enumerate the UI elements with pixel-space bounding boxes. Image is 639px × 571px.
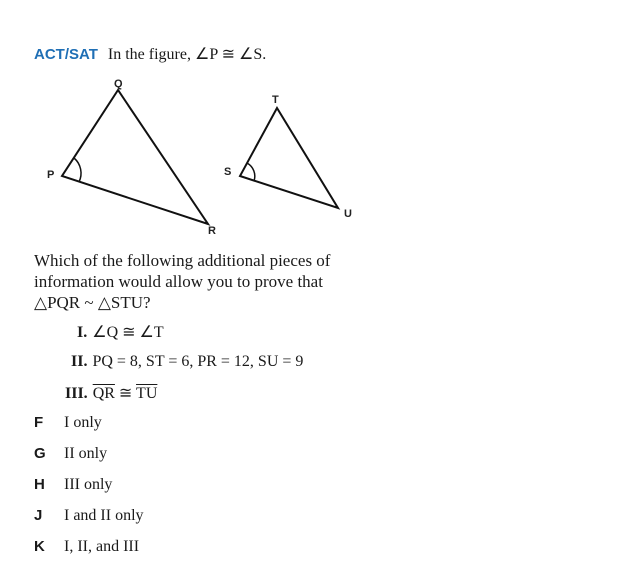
question-text	[34, 250, 374, 313]
statement-number: I.	[77, 324, 88, 341]
triangle-pqr	[47, 78, 216, 237]
problem-header	[34, 44, 266, 64]
choice-k[interactable]	[34, 538, 139, 556]
vertex-r-label: R	[208, 225, 216, 237]
statement-text: PQ = 8, ST = 6, PR = 12, SU = 9	[92, 353, 304, 370]
statement-i	[77, 322, 164, 342]
statement-iii	[65, 383, 157, 403]
segment-tu: $\overline{TU}$	[136, 385, 158, 402]
congruent-symbol: ≅	[114, 385, 137, 402]
choice-j[interactable]	[34, 507, 144, 525]
statement-number: III.	[65, 385, 88, 402]
choice-f[interactable]	[34, 414, 102, 432]
vertex-q-label: Q	[114, 78, 123, 90]
choice-letter: J	[34, 507, 43, 524]
statement-number: II.	[71, 353, 88, 370]
triangles-figure	[40, 78, 370, 238]
choice-g[interactable]	[34, 445, 107, 463]
choice-letter: G	[34, 445, 46, 462]
vertex-u-label: U	[344, 208, 352, 220]
segment-qr: $\overline{QR}$	[92, 385, 115, 402]
problem-prompt: In the figure, ∠P ≅ ∠S.	[107, 46, 267, 63]
act-sat-tag: ACT/SAT	[34, 46, 98, 63]
choice-letter: H	[34, 476, 45, 493]
choice-text: I only	[64, 414, 102, 431]
choice-letter: K	[34, 538, 45, 555]
vertex-s-label: S	[224, 166, 232, 178]
choice-text: I, II, and III	[64, 538, 140, 555]
choice-text: II only	[64, 445, 108, 462]
question-line-3: △PQR ~ △STU?	[34, 293, 151, 312]
vertex-p-label: P	[47, 169, 55, 181]
statement-ii	[71, 353, 303, 371]
question-line-2: information would allow you to prove that	[34, 272, 323, 291]
choice-text: I and II only	[64, 507, 144, 524]
angle-p-arc	[74, 158, 81, 182]
choice-text: III only	[64, 476, 113, 493]
vertex-t-label: T	[272, 94, 279, 106]
statement-text: ∠Q ≅ ∠T	[92, 324, 164, 341]
choice-letter: F	[34, 414, 44, 431]
choice-h[interactable]	[34, 476, 112, 494]
question-line-1: Which of the following additional pieces of	[34, 251, 331, 270]
triangle-stu	[224, 94, 352, 220]
